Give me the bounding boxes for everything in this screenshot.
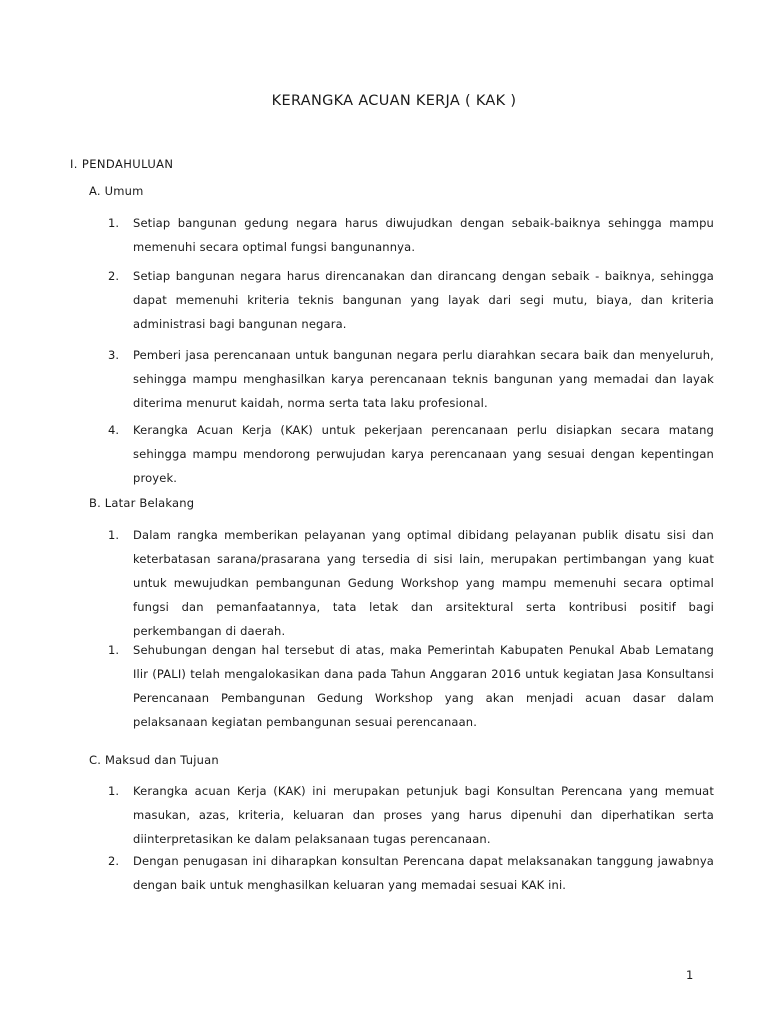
list-item [108,779,714,851]
list-item [108,343,714,415]
list-item [108,638,714,734]
section-heading-pendahuluan: I. PENDAHULUAN [70,157,174,171]
item-number: 2. [108,269,119,283]
item-text: Kerangka acuan Kerja (KAK) ini merupakan petunjuk bagi Konsultan Perencana yang memuat masukan, azas, kriteria, keluaran dan proses yang harus dipenuhi dan diperhatikan serta diinterpretasikan ke dalam pelaksanaan tugas perencanaan. [133,784,714,846]
list-item [108,264,714,336]
page-number: 1 [686,968,694,982]
item-number: 2. [108,854,119,868]
item-number: 1. [108,528,119,542]
subsection-heading-umum: A. Umum [89,184,144,198]
item-number: 1. [108,643,119,657]
item-number: 3. [108,348,119,362]
item-number: 1. [108,216,119,230]
item-text: Setiap bangunan negara harus direncanakan dan dirancang dengan sebaik - baiknya, sehingga dapat memenuhi kriteria teknis bangunan yang layak dari segi mutu, biaya, dan kriteria administrasi bagi bangunan negara. [133,269,714,331]
subsection-heading-latar-belakang: B. Latar Belakang [89,496,195,510]
item-number: 1. [108,784,119,798]
item-text: Dengan penugasan ini diharapkan konsultan Perencana dapat melaksanakan tanggung jawabnya dengan baik untuk menghasilkan keluaran yang memadai sesuai KAK ini. [133,854,714,892]
item-text: Pemberi jasa perencanaan untuk bangunan negara perlu diarahkan secara baik dan menyeluruh, sehingga mampu menghasilkan karya perencanaan teknis bangunan yang memadai dan layak diterima menurut kaidah, norma serta tata laku profesional. [133,348,714,410]
item-text: Sehubungan dengan hal tersebut di atas, maka Pemerintah Kabupaten Penukal Abab Lematang Ilir (PALI) telah mengalokasikan dana pada Tahun Anggaran 2016 untuk kegiatan Jasa Konsultansi Perencanaan Pembangunan Gedung Workshop yang akan menjadi acuan dasar dalam pelaksanaan kegiatan pembangunan sesuai perencanaan. [133,643,714,729]
list-item [108,523,714,643]
list-item [108,211,714,259]
subsection-heading-maksud-tujuan: C. Maksud dan Tujuan [89,753,219,767]
list-item [108,418,714,490]
item-text: Dalam rangka memberikan pelayanan yang optimal dibidang pelayanan publik disatu sisi dan keterbatasan sarana/prasarana yang tersedia di sisi lain, merupakan pertimbangan yang kuat untuk mewujudkan pembangunan Gedung Workshop yang mampu memenuhi secara optimal fungsi dan pemanfaatannya, tata letak dan arsitektural serta kontribusi positif bagi perkembangan di daerah. [133,528,714,638]
item-number: 4. [108,423,119,437]
document-title: KERANGKA ACUAN KERJA ( KAK ) [271,93,517,109]
list-item [108,849,714,897]
item-text: Kerangka Acuan Kerja (KAK) untuk pekerjaan perencanaan perlu disiapkan secara matang sehingga mampu mendorong perwujudan karya perencanaan yang sesuai dengan kepentingan proyek. [133,423,714,485]
item-text: Setiap bangunan gedung negara harus diwujudkan dengan sebaik-baiknya sehingga mampu memenuhi secara optimal fungsi bangunannya. [133,216,714,254]
